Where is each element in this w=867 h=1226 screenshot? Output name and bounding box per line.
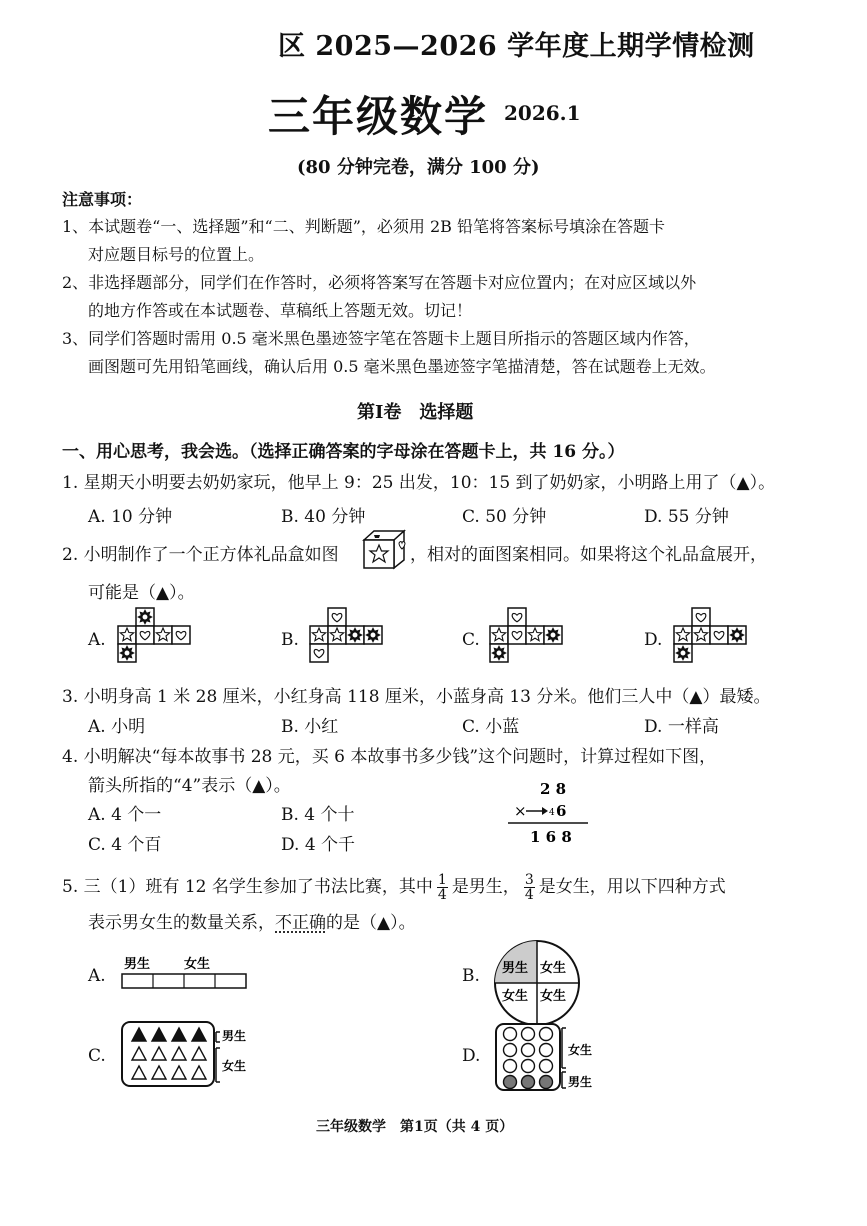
q1-option-a: A. 10 分钟 bbox=[88, 507, 173, 527]
net-a-face-3 bbox=[136, 626, 154, 644]
part-title: 一、用心思考，我会选。（选择正确答案的字母涂在答题卡上，共 16 分。） bbox=[62, 442, 625, 462]
empty-circle bbox=[504, 1060, 517, 1073]
net-a-face-6 bbox=[118, 644, 136, 662]
q4-option-b: B. 4 个十 bbox=[281, 805, 355, 825]
q5-fraction-1-num: 1 bbox=[437, 872, 447, 888]
q5-label-b: B. bbox=[462, 966, 480, 986]
q4-option-a: A. 4 个一 bbox=[88, 805, 162, 825]
q3-option-a: A. 小明 bbox=[88, 717, 146, 737]
page-footer: 三年级数学 第1页（共 4 页） bbox=[316, 1119, 514, 1135]
q5-line-2-pre: 表示男女生的数量关系， bbox=[88, 913, 275, 933]
net-a-face-2 bbox=[118, 626, 136, 644]
net-c-face-5 bbox=[544, 626, 562, 644]
note-2-line-2: 的地方作答或在本试题卷、草稿纸上答题无效。切记！ bbox=[88, 301, 473, 320]
net-b-face-5 bbox=[364, 626, 382, 644]
multiplication-figure bbox=[500, 778, 600, 850]
q2-label-d: D. bbox=[644, 630, 663, 650]
empty-circle bbox=[540, 1044, 553, 1057]
q5d-boy-label: 男生 bbox=[568, 1075, 593, 1089]
net-b-face-6 bbox=[310, 644, 328, 662]
net-a-face-5 bbox=[172, 626, 190, 644]
calc-mid: 6 bbox=[556, 802, 567, 820]
calc-arrow-head bbox=[542, 807, 548, 815]
q5-fraction-2-num: 3 bbox=[524, 872, 534, 888]
q5a-boy-label: 男生 bbox=[124, 957, 151, 972]
q5b-q1-label: 男生 bbox=[502, 961, 529, 976]
q4-text-line-1: 4. 小明解决“每本故事书 28 元，买 6 本故事书多少钱”这个问题时，计算过程如下图， bbox=[62, 747, 717, 767]
q5-label-c: C. bbox=[88, 1046, 106, 1066]
exam-date: 2026.1 bbox=[504, 101, 581, 125]
q5-label-a: A. bbox=[88, 966, 106, 986]
q2-label-a: A. bbox=[88, 630, 106, 650]
q2-text-b: ，相对的面图案相同。如果将这个礼品盒展开， bbox=[410, 545, 767, 565]
q3-option-b: B. 小红 bbox=[281, 717, 339, 737]
q5b-q2-label: 女生 bbox=[540, 961, 567, 976]
filled-circle bbox=[540, 1076, 553, 1089]
q5-emphasis: 不正确 bbox=[275, 913, 326, 933]
q5-fraction-2 bbox=[524, 873, 535, 902]
net-a-face-4 bbox=[154, 626, 172, 644]
net-b-face-4 bbox=[346, 626, 364, 644]
net-b-face-3 bbox=[328, 626, 346, 644]
net-b-face-1 bbox=[328, 608, 346, 626]
filled-circle bbox=[522, 1076, 535, 1089]
note-3-line-2: 画图题可先用铅笔画线，确认后用 0.5 毫米黑色墨迹签字笔描清楚，答在试题卷上无效。 bbox=[88, 357, 716, 376]
empty-circle bbox=[522, 1028, 535, 1041]
note-2-line-1: 2、非选择题部分，同学们在作答时，必须将答案写在答题卡对应位置内；在对应区域以外 bbox=[62, 273, 697, 292]
empty-circle bbox=[522, 1060, 535, 1073]
notes-heading: 注意事项： bbox=[62, 190, 143, 209]
q5-pre: 5. 三（1）班有 12 名学生参加了书法比赛，其中 bbox=[62, 877, 433, 897]
net-d-face-1 bbox=[692, 608, 710, 626]
q5-mid: 是男生， bbox=[451, 877, 520, 897]
q3-option-d: D. 一样高 bbox=[644, 717, 719, 737]
net-d-face-5 bbox=[728, 626, 746, 644]
net-c-face-1 bbox=[508, 608, 526, 626]
empty-circle bbox=[504, 1028, 517, 1041]
q5-label-d: D. bbox=[462, 1046, 481, 1066]
net-d-face-2 bbox=[674, 626, 692, 644]
subject-title: 三年级数学 bbox=[268, 92, 489, 141]
net-c-face-6 bbox=[490, 644, 508, 662]
q1-option-c: C. 50 分钟 bbox=[462, 507, 547, 527]
q5-circle-grid-model bbox=[492, 1020, 612, 1094]
empty-circle bbox=[540, 1028, 553, 1041]
exam-title: 区 2025—2026 学年度上期学情检测 bbox=[278, 31, 755, 62]
net-c-face-4 bbox=[526, 626, 544, 644]
calc-carry: 4 bbox=[549, 808, 555, 818]
q5-fraction-1-den: 4 bbox=[437, 887, 447, 903]
note-1-line-1: 1、本试题卷“一、选择题”和“二、判断题”，必须用 2B 铅笔将答案标号填涂在答题卡 bbox=[62, 217, 666, 236]
calc-times: × bbox=[514, 802, 527, 820]
q5-fraction-2-den: 4 bbox=[524, 887, 534, 903]
q5-triangle-model bbox=[118, 1018, 258, 1092]
q5b-q4-label: 女生 bbox=[540, 989, 567, 1004]
q5-line-1 bbox=[62, 872, 726, 902]
q2-label-c: C. bbox=[462, 630, 480, 650]
q5-bar-model bbox=[118, 952, 250, 994]
net-d-face-3 bbox=[692, 626, 710, 644]
q1-option-d: D. 55 分钟 bbox=[644, 507, 729, 527]
q1-option-b: B. 40 分钟 bbox=[281, 507, 366, 527]
q5d-girl-label: 女生 bbox=[568, 1043, 593, 1057]
q3-text: 3. 小明身高 1 米 28 厘米，小红身高 118 厘米，小蓝身高 13 分米。他们三人中（▲）最矮。 bbox=[62, 687, 771, 707]
q5-circle-model bbox=[492, 938, 582, 1028]
q5c-boy-label: 男生 bbox=[222, 1029, 247, 1043]
empty-circle bbox=[504, 1044, 517, 1057]
net-d-face-4 bbox=[710, 626, 728, 644]
net-a-face-1 bbox=[136, 608, 154, 626]
q4-option-d: D. 4 个千 bbox=[281, 835, 356, 855]
q4-option-c: C. 4 个百 bbox=[88, 835, 162, 855]
q4-text-line-2: 箭头所指的“4”表示（▲）。 bbox=[88, 776, 291, 796]
time-note: (80 分钟完卷，满分 100 分) bbox=[297, 157, 540, 178]
q5c-girl-label: 女生 bbox=[222, 1059, 247, 1073]
q2-text-c: 可能是（▲）。 bbox=[88, 583, 195, 603]
calc-result: 1 6 8 bbox=[530, 828, 572, 846]
q5-line-2-post: 的是（▲）。 bbox=[326, 913, 416, 933]
q5-fraction-1 bbox=[437, 873, 448, 902]
net-d-face-6 bbox=[674, 644, 692, 662]
net-c-face-3 bbox=[508, 626, 526, 644]
net-c-face-2 bbox=[490, 626, 508, 644]
empty-circle bbox=[540, 1060, 553, 1073]
q5-line-2 bbox=[88, 908, 416, 933]
calc-top: 2 8 bbox=[540, 780, 567, 798]
q3-option-c: C. 小蓝 bbox=[462, 717, 520, 737]
note-1-line-2: 对应题目标号的位置上。 bbox=[88, 245, 265, 264]
q5a-girl-label: 女生 bbox=[184, 957, 211, 972]
q1-text: 1. 星期天小明要去奶奶家玩，他早上 9：25 出发，10：15 到了奶奶家，小明路上用了（▲）。 bbox=[62, 473, 776, 493]
net-b-face-2 bbox=[310, 626, 328, 644]
note-3-line-1: 3、同学们答题时需用 0.5 毫米黑色墨迹签字笔在答题卡上题目所指示的答题区域内作答， bbox=[62, 329, 700, 348]
q2-label-b: B. bbox=[281, 630, 299, 650]
section-title: 第Ⅰ卷 选择题 bbox=[357, 402, 474, 423]
filled-circle bbox=[504, 1076, 517, 1089]
q5-post: 是女生，用以下四种方式 bbox=[538, 877, 726, 897]
q2-text-a: 2. 小明制作了一个正方体礼品盒如图 bbox=[62, 545, 339, 565]
empty-circle bbox=[522, 1044, 535, 1057]
q5b-q3-label: 女生 bbox=[502, 989, 529, 1004]
